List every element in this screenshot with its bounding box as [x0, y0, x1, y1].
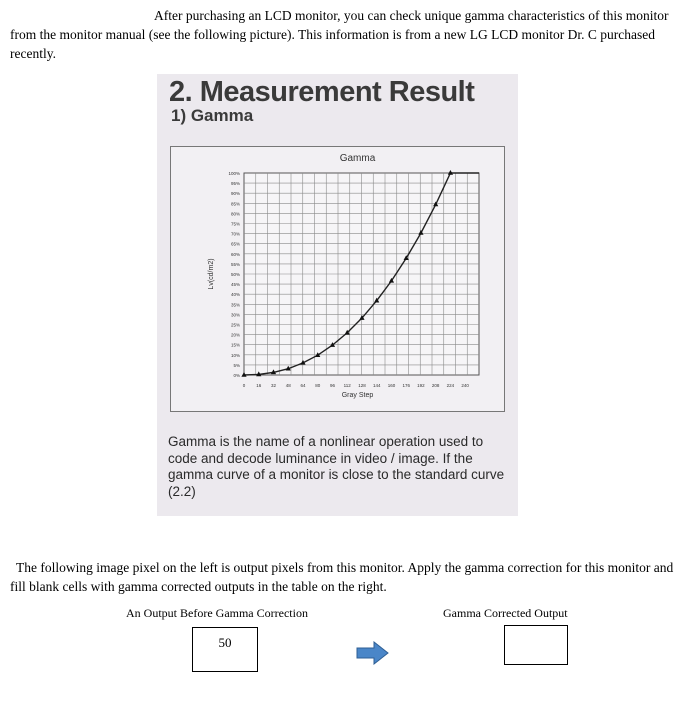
x-axis-label: Gray Step: [341, 392, 374, 399]
after-value-cell[interactable]: [504, 625, 568, 665]
x-tick-label: 64: [300, 383, 306, 388]
intro-paragraph: After purchasing an LCD monitor, you can check unique gamma characteristics of this monitor from the monitor manual (see the following picture). This information is from a new LG LCD monitor Dr. C purchased recently.: [10, 8, 669, 61]
x-tick-label: 48: [285, 383, 291, 388]
y-tick-label: 65%: [230, 241, 240, 247]
x-tick-label: 32: [270, 383, 276, 388]
x-tick-label: 192: [417, 383, 425, 388]
before-label: An Output Before Gamma Correction: [126, 606, 308, 620]
y-tick-label: 55%: [230, 261, 240, 267]
y-tick-label: 15%: [230, 342, 240, 348]
right-arrow-icon: [356, 641, 390, 665]
y-tick-label: 100%: [228, 171, 240, 176]
y-tick-label: 60%: [230, 251, 240, 257]
x-tick-label: 240: [461, 383, 469, 388]
x-tick-label: 160: [387, 383, 396, 388]
manual-caption: Gamma is the name of a nonlinear operation used to code and decode luminance in video / image. If the gamma curve of a monitor is close to the standard curve (2.2): [168, 434, 505, 499]
gamma-chart-svg: [171, 147, 504, 411]
x-tick-label: 224: [446, 383, 455, 388]
y-tick-label: 40%: [230, 292, 240, 298]
x-tick-label: 128: [358, 383, 366, 388]
y-tick-label: 35%: [230, 302, 240, 308]
y-tick-label: 20%: [230, 332, 240, 338]
x-tick-label: 16: [256, 383, 262, 388]
y-tick-label: 70%: [230, 231, 240, 237]
y-tick-label: 85%: [230, 201, 240, 207]
y-tick-label: 95%: [230, 181, 240, 187]
x-tick-label: 80: [315, 383, 321, 388]
y-tick-label: 75%: [230, 221, 240, 227]
x-tick-label: 96: [329, 383, 335, 388]
x-tick-label: 112: [343, 383, 351, 388]
manual-scan-image: [157, 74, 518, 516]
y-tick-label: 0%: [233, 373, 240, 378]
gamma-chart: [170, 146, 505, 412]
after-label: Gamma Corrected Output: [443, 606, 568, 620]
chart-title: Gamma: [339, 153, 376, 164]
y-tick-label: 25%: [230, 322, 240, 328]
y-tick-label: 10%: [230, 352, 240, 358]
task-paragraph: The following image pixel on the left is output pixels from this monitor. Apply the gamma correction for this monitor and fill blank cells with gamma corrected outputs in the table on the right.: [10, 560, 674, 594]
y-tick-label: 50%: [230, 272, 240, 277]
y-tick-label: 90%: [230, 191, 240, 197]
y-tick-label: 30%: [230, 312, 240, 318]
x-tick-label: 144: [372, 383, 381, 388]
x-tick-label: 208: [431, 383, 440, 388]
manual-subheading: 1) Gamma: [171, 106, 254, 125]
y-tick-label: 80%: [230, 211, 240, 217]
y-axis-label: Lv(cd/m2): [208, 258, 215, 290]
x-tick-label: 0: [242, 383, 246, 388]
y-tick-label: 5%: [233, 362, 240, 368]
manual-heading: 2. Measurement Result: [169, 76, 475, 108]
x-tick-label: 176: [402, 383, 410, 388]
before-value-cell: 50: [192, 627, 258, 672]
y-tick-label: 45%: [230, 282, 240, 288]
